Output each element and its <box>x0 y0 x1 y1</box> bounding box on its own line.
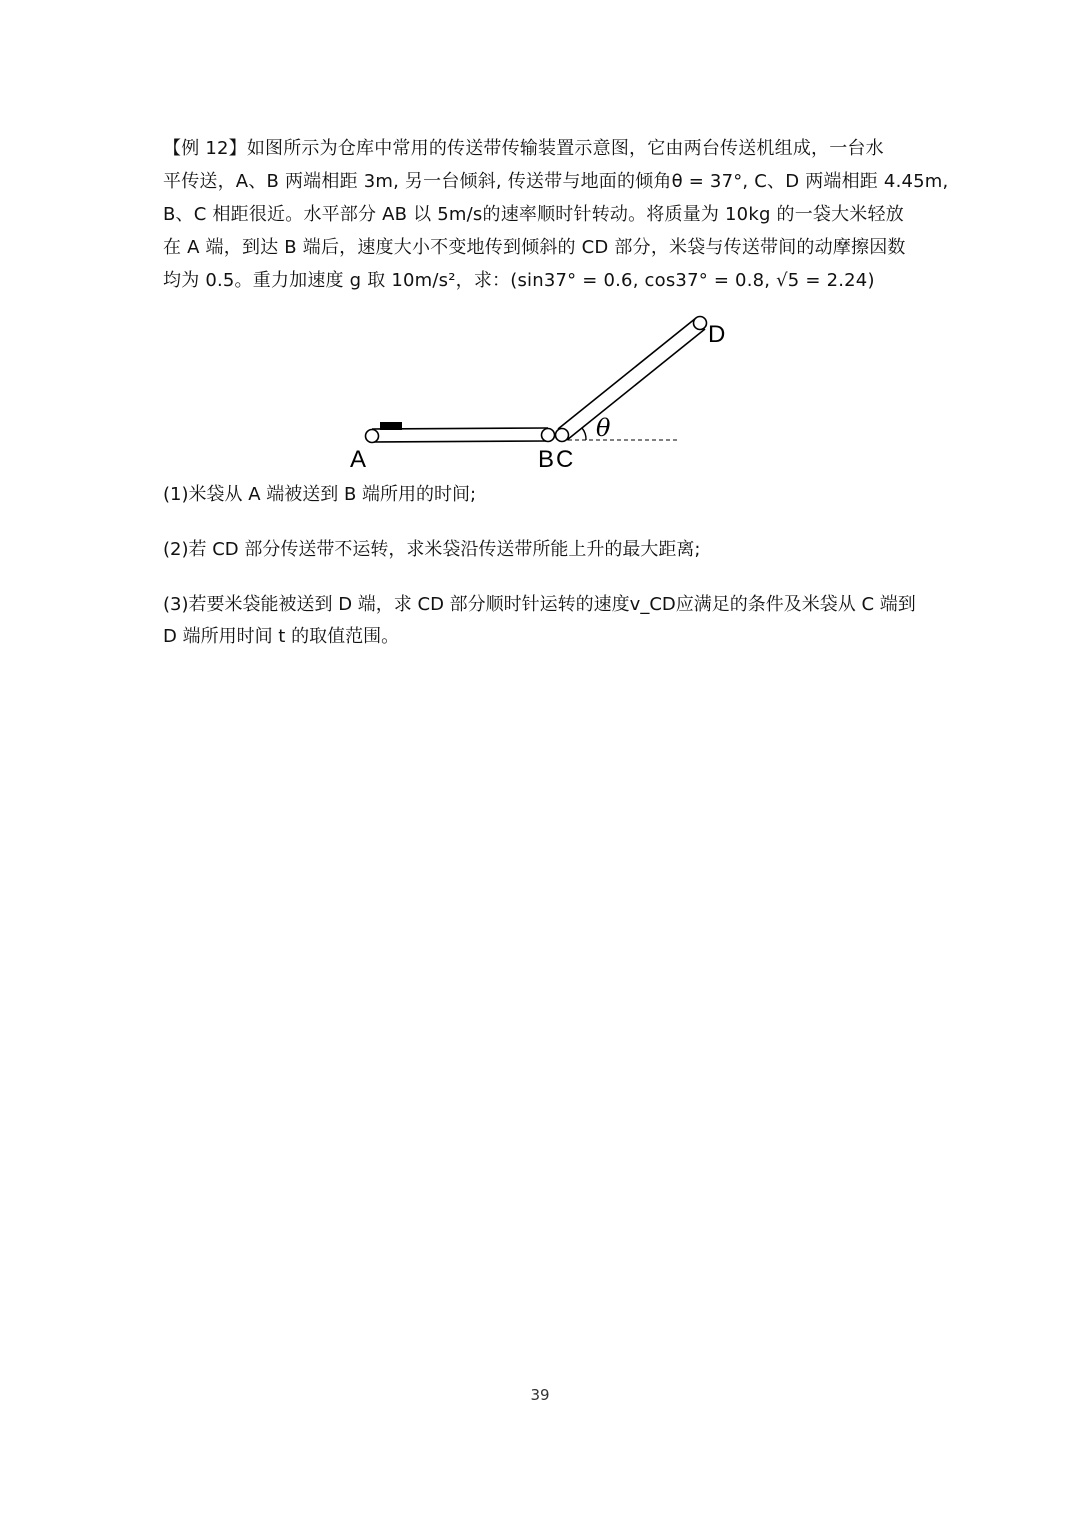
roller-b <box>542 429 555 442</box>
label-d: D <box>708 321 726 348</box>
belt-ab-bottom <box>372 441 548 442</box>
problem-line-4: 在 A 端，到达 B 端后，速度大小不变地传到倾斜的 CD 部分，米袋与传送带间的动摩擦因数 <box>163 237 906 258</box>
question-3-line-2: D 端所用时间 t 的取值范围。 <box>163 626 400 647</box>
problem-line-5: 均为 0.5。重力加速度 g 取 10m/s²，求：(sin37° = 0.6, cos37° = 0.8, √5 = 2.24) <box>163 270 875 291</box>
page-number: 39 <box>530 1386 550 1404</box>
angle-arc <box>582 428 586 440</box>
problem-line-3: B、C 相距很近。水平部分 AB 以 5m/s的速率顺时针转动。将质量为 10kg 的一袋大米轻放 <box>163 204 904 225</box>
problem-text <box>163 132 949 297</box>
question-1: (1)米袋从 A 端被送到 B 端所用的时间; <box>163 484 477 505</box>
rice-bag <box>380 422 402 430</box>
problem-line-2: 平传送，A、B 两端相距 3m, 另一台倾斜, 传送带与地面的倾角θ = 37°, C、D 两端相距 4.45m, <box>163 171 949 192</box>
roller-a <box>366 430 379 443</box>
label-a: A <box>350 446 367 473</box>
roller-d <box>694 317 707 330</box>
roller-c <box>556 429 569 442</box>
label-theta: θ <box>596 414 611 442</box>
label-c: C <box>556 446 574 473</box>
conveyor-diagram <box>340 305 740 475</box>
label-b: B <box>538 446 555 473</box>
belt-cd-lower <box>567 329 705 440</box>
question-2: (2)若 CD 部分传送带不运转，求米袋沿传送带所能上升的最大距离; <box>163 539 701 560</box>
belt-cd-upper <box>558 318 696 429</box>
question-3-line-1: (3)若要米袋能被送到 D 端，求 CD 部分顺时针运转的速度v_CD应满足的条件及米袋从 C 端到 <box>163 594 916 615</box>
problem-line-1: 【例 12】如图所示为仓库中常用的传送带传输装置示意图，它由两台传送机组成，一台水 <box>163 138 884 159</box>
